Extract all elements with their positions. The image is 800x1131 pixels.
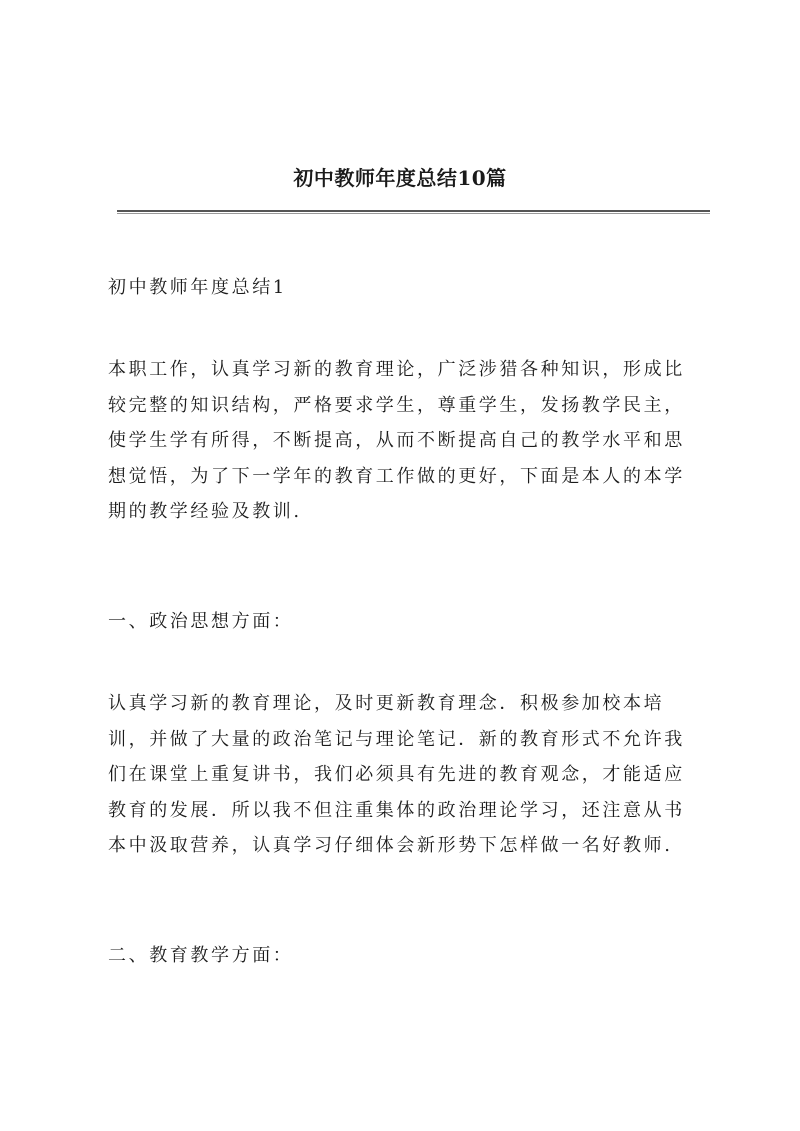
- paragraph-line: 期的教学经验及教训.: [108, 501, 302, 522]
- paragraph-line: 教育的发展．所以我不但注重集体的政治理论学习，还注意从书: [108, 799, 685, 821]
- document-title: 初中教师年度总结10篇: [293, 166, 507, 190]
- paragraph-line: 本中汲取营养，认真学习仔细体会新形势下怎样做一名好教师.: [108, 835, 673, 856]
- section-heading-political: 一、政治思想方面：: [108, 611, 294, 632]
- intro-paragraph: [108, 352, 708, 530]
- paragraph-line: 本职工作，认真学习新的教育理论，广泛涉猎各种知识，形成比: [108, 359, 685, 380]
- paragraph-line: 较完整的知识结构，严格要求学生，尊重学生，发扬教学民主，: [108, 394, 685, 416]
- paragraph-line: 认真学习新的教育理论，及时更新教育理念．积极参加校本培: [108, 693, 665, 714]
- subtitle-heading: 初中教师年度总结1: [108, 277, 287, 298]
- political-paragraph: [108, 686, 708, 864]
- paragraph-line: 想觉悟，为了下一学年的教育工作做的更好，下面是本人的本学: [108, 465, 685, 487]
- paragraph-line: 们在课堂上重复讲书，我们必须具有先进的教育观念，才能适应: [108, 764, 685, 785]
- section-heading-teaching: 二、教育教学方面：: [108, 945, 294, 966]
- paragraph-line: 使学生学有所得，不断提高，从而不断提高自己的教学水平和思: [108, 430, 685, 451]
- paragraph-line: 训，并做了大量的政治笔记与理论笔记．新的教育形式不允许我: [108, 728, 685, 750]
- title-divider: [117, 210, 710, 214]
